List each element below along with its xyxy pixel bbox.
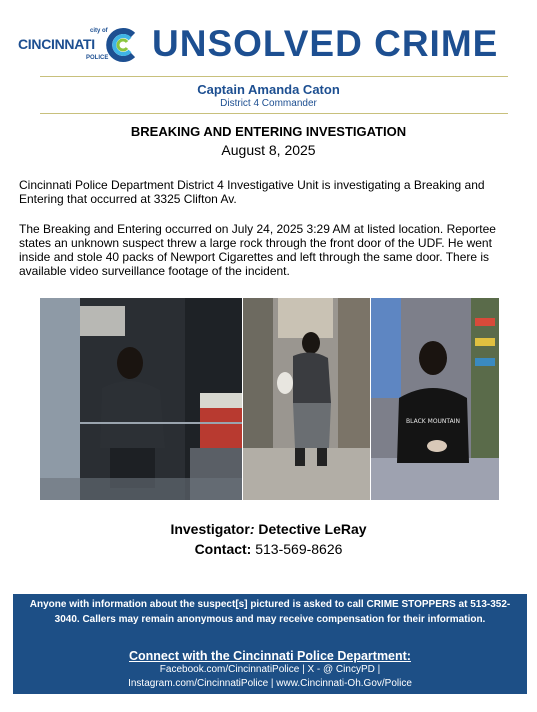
crime-stoppers-note: Anyone with information about the suspect[s] pictured is asked to call CRIME STOPPERS at 513-352-3040. Callers may remain anonymous and may receive compensation for their information. — [29, 599, 511, 625]
crime-stoppers-footer — [13, 594, 527, 694]
investigator-line — [0, 521, 537, 537]
logo-police-text: POLICE — [86, 55, 109, 61]
flyer-header — [18, 23, 518, 66]
contact-label: Contact: — [194, 541, 252, 557]
contact-line — [0, 541, 537, 557]
divider-bottom — [40, 113, 508, 114]
shirt-print: BLACK MOUNTAIN — [406, 418, 460, 425]
investigation-date: August 8, 2025 — [221, 142, 316, 158]
commander-name: Captain Amanda Caton — [197, 82, 340, 97]
investigator-colon: : — [249, 521, 255, 537]
logo-c-emblem-icon — [105, 27, 139, 63]
social-links-line1: Facebook.com/CincinnatiPolice | X - @ CincyPD | — [159, 664, 381, 675]
page-title: UNSOLVED CRIME — [152, 23, 499, 64]
social-links-line2: Instagram.com/CincinnatiPolice | www.Cincinnati-Oh.Gov/Police — [128, 678, 412, 689]
investigation-title: BREAKING AND ENTERING INVESTIGATION — [130, 124, 407, 139]
contact-phone: 513-569-8626 — [251, 541, 343, 557]
logo-city-of: city of — [90, 28, 108, 34]
connect-title: Connect with the Cincinnati Police Department: — [129, 649, 411, 663]
surveillance-photo-aisle — [243, 298, 370, 500]
divider-top — [40, 76, 508, 77]
commander-role: District 4 Commander — [220, 98, 317, 109]
logo-cincinnati-wordmark: CINCINNATI — [18, 36, 95, 52]
surveillance-photo-doorway — [40, 298, 242, 500]
cincinnati-police-logo — [18, 26, 138, 66]
incident-description: The Breaking and Entering occurred on July 24, 2025 3:29 AM at listed location. Reportee states an unknown suspect threw a large rock through the front door of the UDF. He went inside and stole 40 packs of Newport Cigarettes and left through the same door. There is available video surveillance footage of the incident. — [19, 222, 496, 278]
investigator-name: Detective LeRay — [254, 521, 367, 537]
surveillance-photo-counter — [371, 298, 499, 500]
investigation-intro: Cincinnati Police Department District 4 Investigative Unit is investigating a Breaking and Entering that occurred at 3325 Clifton Av. — [19, 178, 485, 206]
investigator-label: Investigator — [170, 521, 250, 537]
